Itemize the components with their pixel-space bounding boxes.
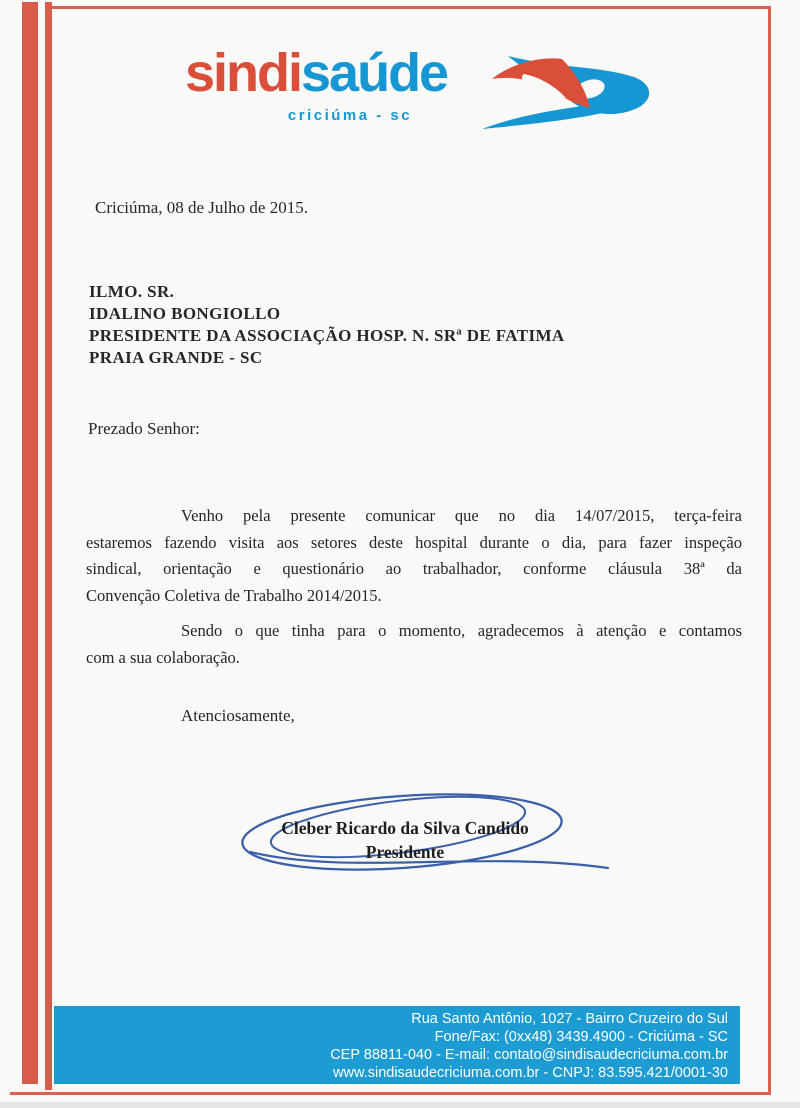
recipient-line: ILMO. SR.: [89, 282, 175, 301]
footer-contact-bar: [54, 1006, 740, 1084]
signature-block: [230, 780, 580, 895]
recipient-line: IDALINO BONGIOLLO: [89, 304, 281, 323]
paragraph-line: Sendo o que tinha para o momento, agradecemos à atenção e contamos: [181, 621, 742, 640]
paragraph-line: Venho pela presente comunicar que no dia 14/07/2015, terça-feira: [181, 506, 742, 525]
paragraph-line: estaremos fazendo visita aos setores deste hospital durante o dia, para fazer inspeção: [86, 532, 742, 552]
swoosh-icon: [478, 44, 658, 154]
body-paragraph-1: [86, 503, 742, 609]
frame-bottom-line: [10, 1092, 771, 1095]
logo-wordmark-saude: saúde: [301, 43, 448, 103]
footer-address-line: Rua Santo Antônio, 1027 - Bairro Cruzeiro do Sul: [411, 1011, 728, 1027]
paragraph-line: Convenção Coletiva de Trabalho 2014/2015.: [86, 585, 382, 605]
signer-name: Cleber Ricardo da Silva Candido: [281, 818, 529, 838]
footer-phone-line: Fone/Fax: (0xx48) 3439.4900 - Criciúma - SC: [434, 1029, 728, 1045]
closing-word: Atenciosamente,: [181, 706, 295, 725]
letter-date: Criciúma, 08 de Julho de 2015.: [95, 198, 308, 217]
left-red-stripe-thin: [45, 2, 52, 1090]
salutation: Prezado Senhor:: [88, 419, 200, 438]
frame-top-line: [52, 6, 770, 9]
recipient-line: PRAIA GRANDE - SC: [89, 348, 263, 367]
footer-contact-text: [54, 1010, 728, 1082]
logo-wordmark-sindi: sindi: [185, 43, 302, 103]
footer-email-line: CEP 88811-040 - E-mail: contato@sindisaudecriciuma.com.br: [330, 1047, 728, 1063]
body-paragraph-2: [86, 618, 742, 671]
left-red-stripe-thick: [22, 2, 38, 1084]
footer-website-cnpj-line: www.sindisaudecriciuma.com.br - CNPJ: 83.595.421/0001-30: [333, 1065, 728, 1081]
logo-wordmark: [185, 43, 448, 103]
scan-edge-artifact: [0, 1102, 800, 1108]
frame-right-line: [768, 6, 771, 1095]
logo-tagline: criciúma - sc: [287, 107, 413, 124]
recipient-block: [89, 281, 565, 369]
signer-title: Presidente: [365, 842, 445, 862]
paragraph-line: sindical, orientação e questionário ao trabalhador, conforme cláusula 38ª da: [86, 559, 742, 578]
recipient-line: PRESIDENTE DA ASSOCIAÇÃO HOSP. N. SRª DE FATIMA: [89, 326, 565, 345]
paragraph-line: com a sua colaboração.: [86, 647, 240, 667]
